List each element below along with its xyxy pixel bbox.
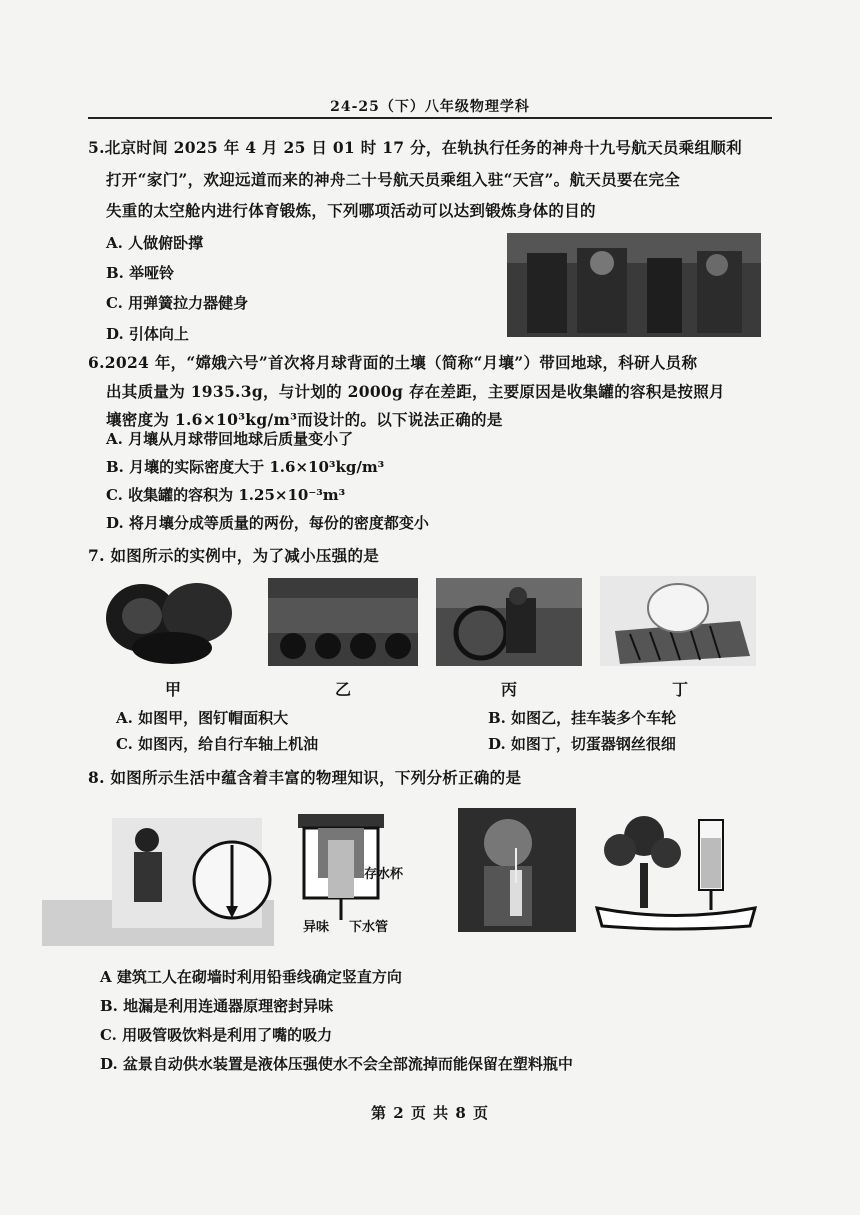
- q7-option-c: C. 如图丙，给自行车轴上机油: [116, 735, 319, 753]
- figure-ding-egg-slicer: [600, 576, 756, 666]
- q5-line-1: 5.北京时间 2025 年 4 月 25 日 01 时 17 分，在轨执行任务的神舟十九号航天员乘组顺利: [88, 138, 742, 157]
- q6-option-c: C. 收集罐的容积为 1.25×10⁻³m³: [106, 486, 346, 504]
- q7-option-a: A. 如图甲，图钉帽面积大: [116, 709, 289, 727]
- label-drain-pipe: 下水管: [349, 920, 389, 935]
- q6-option-a: A. 月壤从月球带回地球后质量变小了: [106, 430, 354, 448]
- header-rule: [88, 117, 772, 119]
- figure-bing-bicycle: [436, 578, 582, 666]
- figure-label-jia: 甲: [164, 680, 181, 699]
- q6-line-1: 6.2024 年，“嫦娥六号”首次将月球背面的土壤（简称“月壤”）带回地球，科研人员称: [88, 353, 698, 372]
- page-header: 24-25（下）八年级物理学科: [330, 99, 530, 115]
- figure-label-ding: 丁: [671, 680, 688, 699]
- figure-drinking-straw: [458, 808, 576, 932]
- q8-option-c: C. 用吸管吸饮料是利用了嘴的吸力: [100, 1026, 333, 1044]
- q6-option-d: D. 将月壤分成等质量的两份，每份的密度都变小: [106, 514, 429, 532]
- q8-option-b: B. 地漏是利用连通器原理密封异味: [100, 997, 334, 1015]
- figure-jia-pushpins: [102, 578, 242, 668]
- q6-line-2: 出其质量为 1935.3g，与计划的 2000g 存在差距，主要原因是收集罐的容积是按照月: [106, 382, 725, 401]
- q6-line-3: 壤密度为 1.6×10³kg/m³而设计的。以下说法正确的是: [106, 410, 503, 429]
- q5-option-c: C. 用弹簧拉力器健身: [106, 294, 249, 312]
- q5-option-a: A. 人做俯卧撑: [106, 234, 204, 252]
- q8-stem: 8. 如图所示生活中蕴含着丰富的物理知识，下列分析正确的是: [88, 768, 522, 787]
- q7-option-b: B. 如图乙，挂车装多个车轮: [488, 709, 677, 727]
- q8-option-a: A 建筑工人在砌墙时利用铅垂线确定竖直方向: [100, 968, 402, 986]
- q5-line-2: 打开“家门”，欢迎远道而来的神舟二十号航天员乘组入驻“天宫”。航天员要在完全: [106, 170, 681, 189]
- figure-plumb-line-worker: [42, 810, 274, 946]
- figure-label-yi: 乙: [334, 680, 351, 699]
- figure-label-bing: 丙: [500, 680, 517, 699]
- q5-option-b: B. 举哑铃: [106, 264, 175, 282]
- q7-stem: 7. 如图所示的实例中，为了减小压强的是: [88, 546, 380, 565]
- q7-option-d: D. 如图丁，切蛋器钢丝很细: [488, 735, 676, 753]
- figure-bonsai-auto-watering: [592, 808, 760, 932]
- q6-option-b: B. 月壤的实际密度大于 1.6×10³kg/m³: [106, 458, 385, 476]
- q8-option-d: D. 盆景自动供水装置是液体压强使水不会全部流掉而能保留在塑料瓶中: [100, 1055, 573, 1073]
- q5-option-d: D. 引体向上: [106, 325, 189, 343]
- label-water-cup: 存水杯: [364, 867, 404, 882]
- q5-line-3: 失重的太空舱内进行体育锻炼，下列哪项活动可以达到锻炼身体的目的: [106, 201, 596, 220]
- astronaut-photo: [507, 233, 761, 337]
- label-odor: 异味: [303, 920, 330, 935]
- page-footer: 第 2 页 共 8 页: [371, 1104, 489, 1122]
- figure-yi-trailer: [268, 578, 418, 666]
